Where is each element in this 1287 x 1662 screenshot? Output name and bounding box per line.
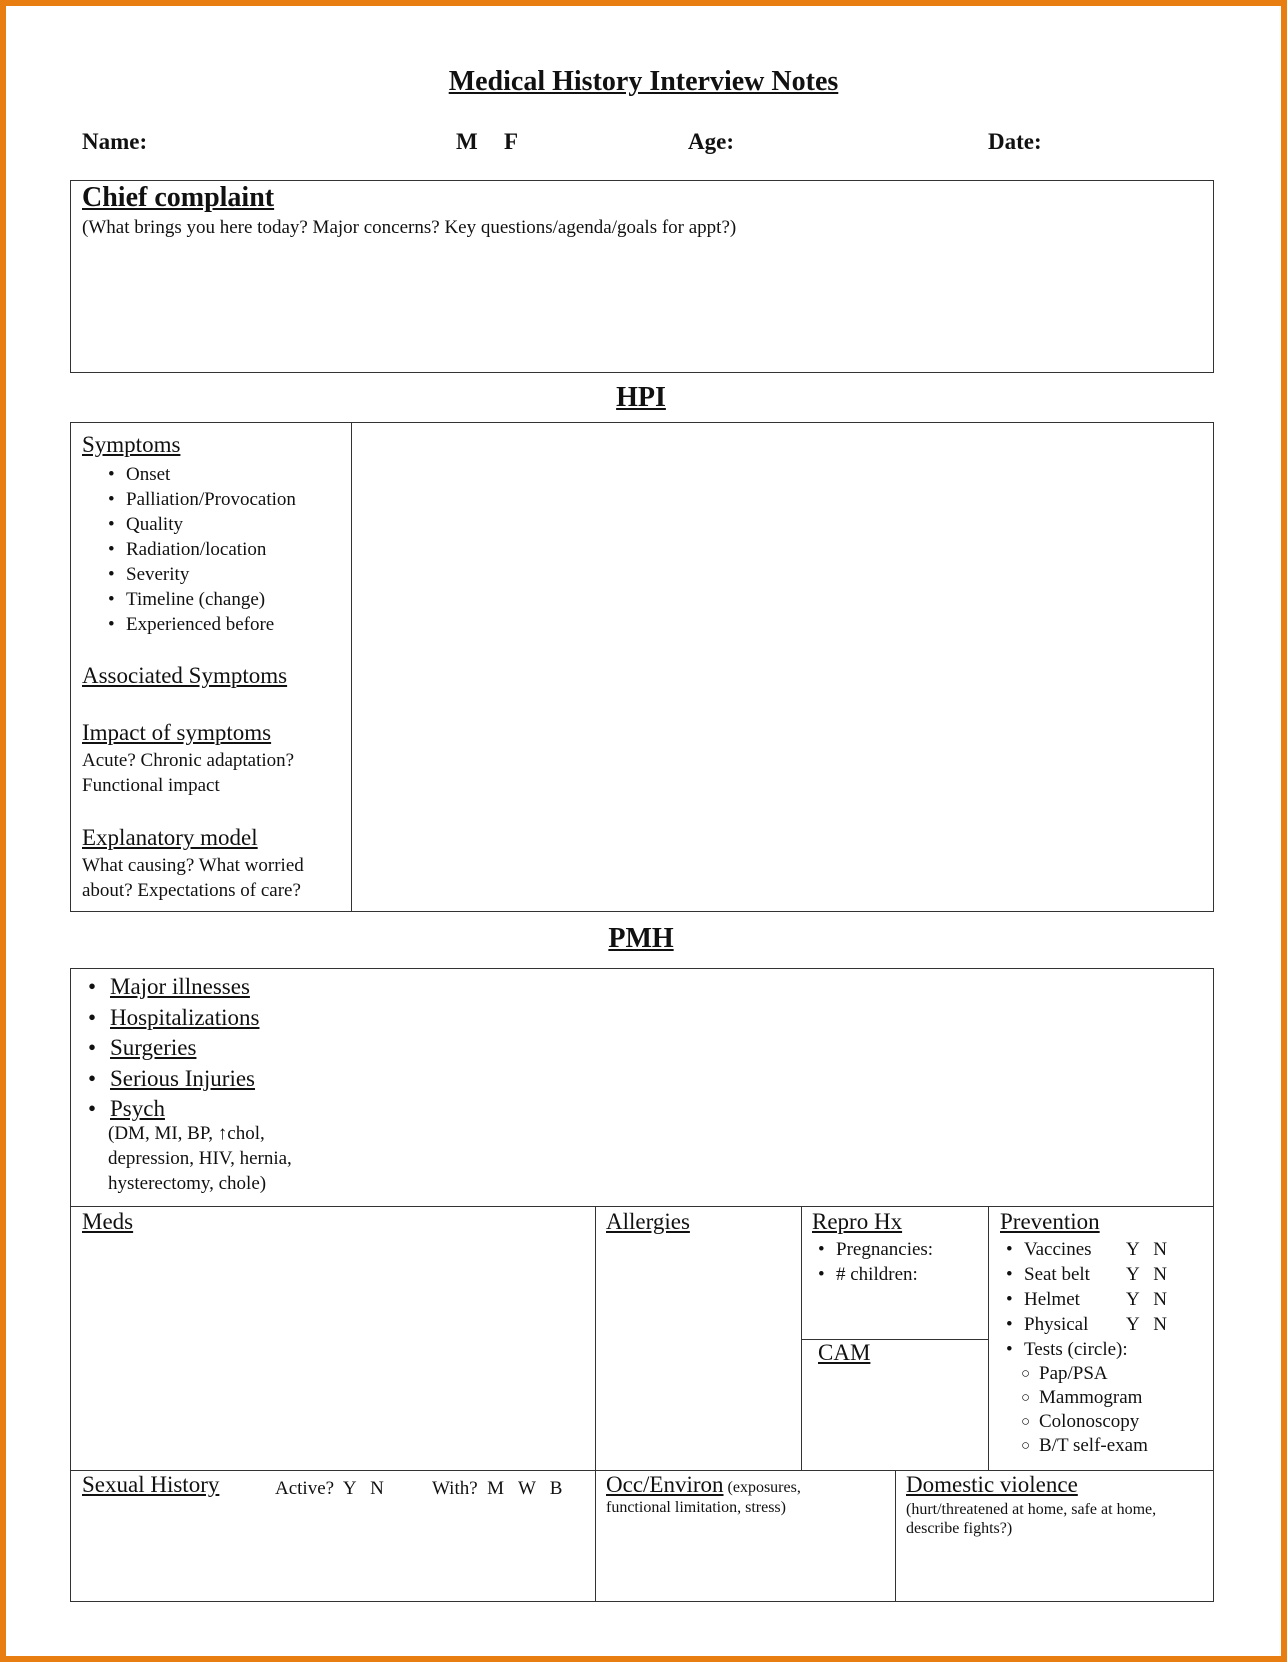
chief-complaint-prompt: (What brings you here today? Major concerns? Key questions/agenda/goals for appt?) <box>82 217 737 238</box>
page-title: Medical History Interview Notes <box>448 66 839 97</box>
pmh-item: Serious Injuries <box>110 1065 256 1091</box>
explanatory-model-heading: Explanatory model <box>82 825 258 850</box>
sex-m[interactable]: M <box>456 129 478 154</box>
list-item: • Radiation/location <box>108 537 296 562</box>
pmh-item: Major illnesses <box>110 974 250 999</box>
list-item: • # children: <box>818 1262 933 1287</box>
list-item <box>1006 1287 1206 1312</box>
age-label: Age: <box>688 129 734 154</box>
sexual-with[interactable]: With? M W B <box>432 1478 563 1499</box>
yn-choice[interactable]: Y N <box>1126 1239 1167 1260</box>
date-label: Date: <box>988 129 1042 154</box>
test-option[interactable]: ○ B/T self-exam <box>1021 1434 1148 1458</box>
pmh-item: Hospitalizations <box>110 1004 260 1030</box>
occ-environ <box>606 1472 801 1498</box>
impact-line: Acute? Chronic adaptation? <box>82 750 295 771</box>
occ-desc-2: functional limitation, stress) <box>606 1499 786 1516</box>
prevention-label: Helmet <box>1024 1289 1080 1310</box>
symptoms-list <box>108 462 296 637</box>
sexual-active[interactable]: Active? Y N <box>275 1478 384 1499</box>
list-item <box>1006 1262 1206 1287</box>
name-label: Name: <box>82 129 148 154</box>
prevention-heading: Prevention <box>1000 1209 1100 1234</box>
divider <box>801 1206 802 1470</box>
impact-heading: Impact of symptoms <box>82 720 272 745</box>
yn-choice[interactable]: Y N <box>1126 1314 1167 1335</box>
dv-desc <box>906 1500 1156 1538</box>
dv-line: describe fights?) <box>906 1520 1013 1537</box>
explanatory-text <box>82 853 304 903</box>
pmh-heading: PMH <box>608 923 674 954</box>
prevention-list <box>1006 1237 1206 1362</box>
test-option[interactable]: ○ Pap/PSA <box>1021 1362 1148 1386</box>
sexual-history-heading: Sexual History <box>82 1472 220 1497</box>
divider <box>351 423 352 911</box>
list-item <box>88 1094 259 1125</box>
divider <box>895 1470 896 1601</box>
explanatory-line: about? Expectations of care? <box>82 880 301 901</box>
hpi-box[interactable] <box>70 422 1214 912</box>
chief-complaint-heading: Chief complaint <box>82 182 275 213</box>
allergies-heading: Allergies <box>606 1209 690 1234</box>
yn-choice[interactable]: Y N <box>1126 1289 1167 1310</box>
divider <box>595 1206 596 1601</box>
impact-text <box>82 748 294 798</box>
repro-heading: Repro Hx <box>812 1209 903 1234</box>
divider <box>71 1470 1213 1471</box>
divider <box>71 1206 1213 1207</box>
pmh-list <box>88 972 259 1125</box>
list-item <box>88 972 259 1003</box>
impact-line: Functional impact <box>82 775 220 796</box>
pmh-examples <box>108 1121 292 1196</box>
list-item: • Timeline (change) <box>108 587 296 612</box>
list-item: • Severity <box>108 562 296 587</box>
tests-list <box>1021 1362 1148 1458</box>
domestic-violence-heading: Domestic violence <box>906 1472 1078 1497</box>
test-option[interactable]: ○ Colonoscopy <box>1021 1410 1148 1434</box>
explanatory-line: What causing? What worried <box>82 855 304 876</box>
symptoms-heading: Symptoms <box>82 432 181 457</box>
chief-complaint-box[interactable] <box>70 180 1214 373</box>
dv-line: (hurt/threatened at home, safe at home, <box>906 1501 1157 1518</box>
example-line: hysterectomy, chole) <box>108 1173 267 1194</box>
pmh-box[interactable] <box>70 968 1214 1602</box>
list-item <box>1006 1312 1206 1337</box>
cam-heading: CAM <box>818 1340 871 1365</box>
list-item: • Pregnancies: <box>818 1237 933 1262</box>
pmh-item: Psych <box>110 1096 165 1121</box>
list-item: • Experienced before <box>108 612 296 637</box>
repro-list <box>818 1237 933 1287</box>
occ-heading: Occ/Environ <box>606 1472 724 1497</box>
list-item <box>88 1003 259 1034</box>
list-item: • Quality <box>108 512 296 537</box>
list-item <box>88 1033 259 1064</box>
hpi-heading: HPI <box>616 382 666 413</box>
list-item: • Palliation/Provocation <box>108 487 296 512</box>
test-option[interactable]: ○ Mammogram <box>1021 1386 1148 1410</box>
yn-choice[interactable]: Y N <box>1126 1264 1167 1285</box>
sex-f[interactable]: F <box>504 129 519 154</box>
list-item: • Tests (circle): <box>1006 1337 1206 1362</box>
divider <box>988 1206 989 1470</box>
occ-desc: (exposures, <box>723 1479 801 1496</box>
list-item <box>1006 1237 1206 1262</box>
associated-symptoms-heading: Associated Symptoms <box>82 663 288 688</box>
list-item <box>88 1064 259 1095</box>
list-item: • Onset <box>108 462 296 487</box>
example-line: (DM, MI, BP, ↑chol, <box>108 1123 265 1144</box>
prevention-label: Vaccines <box>1024 1239 1092 1260</box>
prevention-label: Seat belt <box>1024 1264 1090 1285</box>
prevention-label: Physical <box>1024 1314 1089 1335</box>
example-line: depression, HIV, hernia, <box>108 1148 292 1169</box>
pmh-item: Surgeries <box>110 1035 197 1060</box>
meds-heading: Meds <box>82 1209 134 1234</box>
